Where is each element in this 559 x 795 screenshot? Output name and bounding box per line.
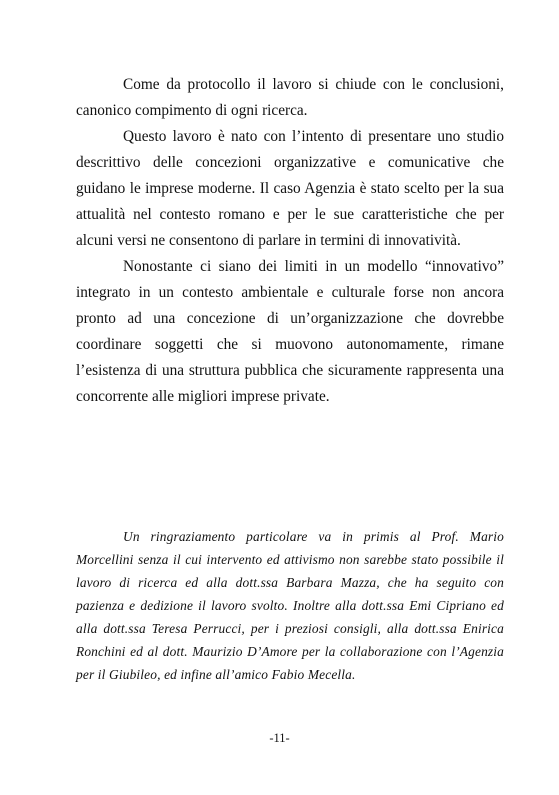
acknowledgement-text: Un ringraziamento particolare va in primis al Prof. Mario Morcellini senza il cui intervento ed attivismo non sarebbe stato possibile il lavoro di ricerca ed alla dott.ssa Barbara Mazza, che ha seguito con pazienza e dedizione il lavoro svolto. Inoltre alla dott.ssa Emi Cipriano ed alla dott.ssa Teresa Perrucci, per i preziosi consigli, alla dott.ssa Enirica Ronchini ed al dott. Maurizio D’Amore per la collaborazione con l’Agenzia per il Giubileo, ed infine all’amico Fabio Mecella.	[76, 529, 504, 682]
body-text	[76, 72, 504, 410]
paragraph-conclusions: Come da protocollo il lavoro si chiude con le conclusioni, canonico compimento di ogni ricerca.	[76, 76, 504, 119]
acknowledgement-section	[76, 525, 504, 686]
page-number: -11-	[269, 731, 290, 745]
paragraph-limits: Nonostante ci siano dei limiti in un modello “innovativo” integrato in un contesto ambientale e culturale forse non ancora pronto ad una concezione di un’organizzazione che dovrebbe coordinare soggetti che si muovono autonomamente, rimane l’esistenza di una struttura pubblica che sicuramente rappresenta una concorrente alle migliori imprese private.	[76, 258, 504, 405]
paragraph-purpose: Questo lavoro è nato con l’intento di presentare uno studio descrittivo delle concezioni organizzative e comunicative che guidano le imprese moderne. Il caso Agenzia è stato scelto per la sua attualità nel contesto romano e per le sue caratteristiche che per alcuni versi ne consentono di parlare in termini di innovatività.	[76, 128, 504, 249]
